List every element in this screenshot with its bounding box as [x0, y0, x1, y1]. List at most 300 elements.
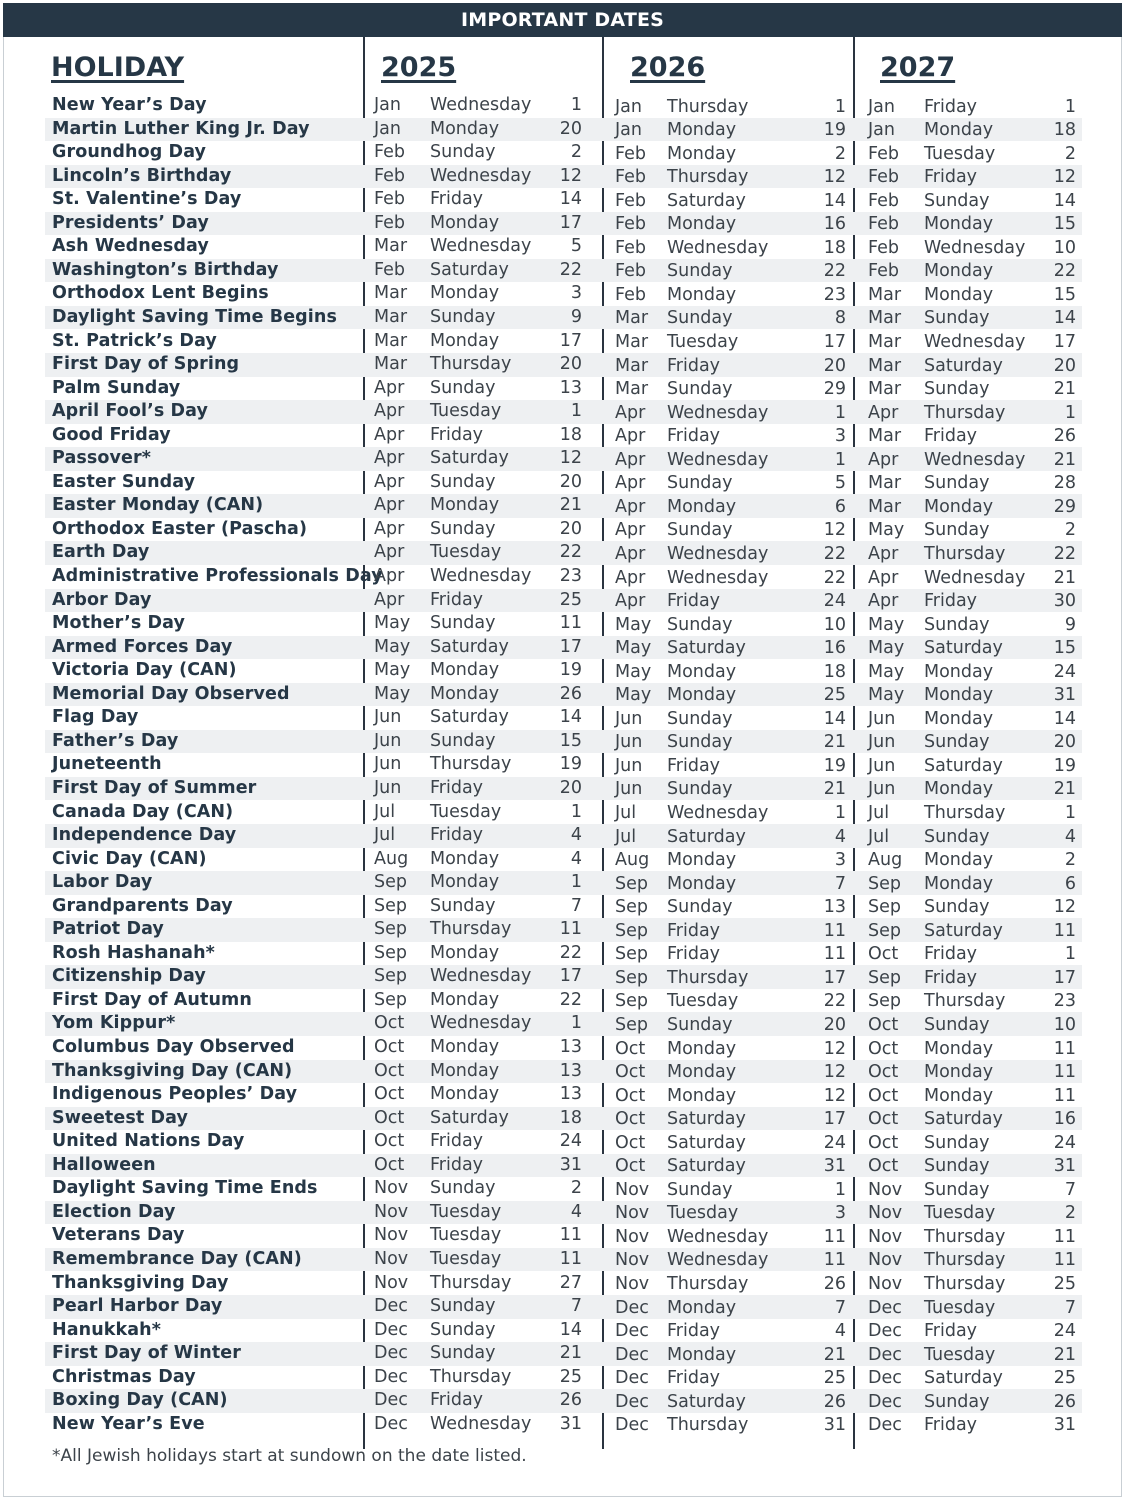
weekday-2027: Monday: [924, 779, 994, 800]
day-number-2025: 20: [559, 118, 582, 139]
day-number-2026: 16: [823, 214, 846, 235]
weekday-2026: Wednesday: [667, 803, 769, 823]
month-2027: Apr: [868, 591, 899, 612]
month-2025: Jan: [374, 118, 401, 139]
weekday-2027: Monday: [924, 261, 994, 282]
month-2025: Mar: [374, 330, 408, 351]
month-2025: Oct: [374, 1084, 405, 1105]
month-2026: Nov: [615, 1226, 650, 1247]
day-number-2025: 17: [559, 212, 582, 233]
month-2026: Feb: [615, 237, 646, 258]
weekday-2025: Monday: [430, 118, 500, 139]
weekday-2025: Friday: [430, 1390, 484, 1411]
month-2026: Oct: [615, 1109, 646, 1130]
day-number-2025: 22: [559, 259, 582, 280]
holiday-name: St. Patrick’s Day: [52, 330, 217, 351]
holiday-name: April Fool’s Day: [52, 401, 209, 422]
day-number-2025: 1: [570, 872, 582, 893]
month-2027: Mar: [868, 308, 902, 329]
day-number-2025: 20: [559, 518, 582, 539]
day-number-2025: 9: [570, 306, 582, 327]
weekday-2025: Thursday: [430, 754, 512, 775]
day-number-2027: 1: [1064, 402, 1076, 423]
month-2026: Nov: [615, 1250, 650, 1271]
day-number-2025: 19: [559, 660, 582, 681]
weekday-2026: Friday: [667, 1368, 721, 1389]
weekday-2027: Sunday: [924, 1156, 990, 1177]
footnote: *All Jewish holidays start at sundown on the date listed.: [52, 1446, 527, 1466]
holiday-name: Easter Sunday: [52, 471, 196, 492]
month-2027: Oct: [868, 1132, 899, 1153]
holiday-name: Yom Kippur*: [52, 1013, 176, 1034]
day-number-2027: 24: [1053, 1321, 1076, 1342]
month-2026: Sep: [615, 991, 648, 1012]
weekday-2026: Sunday: [667, 614, 733, 635]
month-2025: Sep: [374, 872, 407, 893]
day-number-2026: 25: [823, 685, 846, 706]
weekday-2026: Tuesday: [667, 1203, 739, 1224]
weekday-2027: Monday: [924, 661, 994, 682]
month-2027: Dec: [868, 1297, 902, 1318]
day-number-2025: 17: [559, 636, 582, 657]
month-2027: Jul: [868, 803, 890, 823]
month-2027: Jan: [868, 120, 895, 141]
month-2026: Apr: [615, 473, 646, 494]
month-2026: Nov: [615, 1203, 650, 1224]
holiday-name: Good Friday: [52, 424, 171, 445]
month-2027: Oct: [868, 1014, 899, 1035]
day-number-2027: 30: [1053, 591, 1076, 612]
day-number-2026: 14: [823, 708, 846, 729]
year-2027-header: 2027: [880, 52, 956, 83]
day-number-2026: 2: [834, 143, 846, 164]
day-number-2026: 22: [823, 567, 846, 588]
weekday-2026: Thursday: [667, 1415, 749, 1436]
weekday-2025: Friday: [430, 777, 484, 798]
weekday-2025: Friday: [430, 1154, 484, 1175]
day-number-2027: 28: [1053, 473, 1076, 494]
day-number-2025: 24: [559, 1131, 582, 1152]
weekday-2025: Wednesday: [430, 966, 532, 987]
month-2026: Oct: [615, 1085, 646, 1106]
day-number-2026: 19: [823, 120, 846, 141]
day-number-2025: 12: [559, 448, 582, 469]
weekday-2027: Monday: [924, 873, 994, 894]
day-number-2026: 18: [823, 661, 846, 682]
holiday-name: Thanksgiving Day (CAN): [52, 1060, 293, 1081]
day-number-2027: 15: [1053, 214, 1076, 235]
day-number-2026: 12: [823, 520, 846, 541]
weekday-2027: Saturday: [924, 355, 1003, 376]
day-number-2026: 3: [834, 1203, 846, 1224]
day-number-2025: 1: [570, 1013, 582, 1034]
holiday-name: Patriot Day: [52, 919, 164, 940]
day-number-2026: 21: [823, 779, 846, 800]
month-2027: Oct: [868, 1062, 899, 1083]
day-number-2026: 20: [823, 355, 846, 376]
holiday-name: Easter Monday (CAN): [52, 495, 264, 516]
month-2026: Feb: [615, 190, 646, 211]
month-2027: Oct: [868, 944, 899, 965]
weekday-2027: Friday: [924, 167, 978, 188]
month-2026: Sep: [615, 920, 648, 941]
day-number-2026: 11: [823, 1226, 846, 1247]
weekday-2026: Sunday: [667, 732, 733, 753]
holiday-name: Citizenship Day: [52, 966, 206, 987]
weekday-2026: Sunday: [667, 520, 733, 541]
weekday-2025: Wednesday: [430, 236, 532, 257]
day-number-2026: 7: [834, 873, 846, 894]
weekday-2027: Monday: [924, 1085, 994, 1106]
day-number-2027: 25: [1053, 1368, 1076, 1389]
weekday-2027: Sunday: [924, 732, 990, 753]
day-number-2025: 20: [559, 777, 582, 798]
month-2026: Nov: [615, 1179, 650, 1200]
day-number-2027: 15: [1053, 284, 1076, 305]
month-2026: May: [615, 638, 652, 659]
day-number-2026: 23: [823, 284, 846, 305]
day-number-2027: 11: [1053, 1085, 1076, 1106]
month-2027: Dec: [868, 1391, 902, 1412]
weekday-2026: Friday: [667, 920, 721, 941]
day-number-2025: 25: [559, 1366, 582, 1387]
day-number-2026: 13: [823, 897, 846, 918]
weekday-2026: Tuesday: [667, 332, 739, 352]
day-number-2027: 22: [1053, 261, 1076, 282]
weekday-2025: Tuesday: [430, 1248, 502, 1269]
weekday-2027: Friday: [924, 944, 978, 965]
month-2026: Dec: [615, 1368, 649, 1389]
day-number-2027: 14: [1053, 308, 1076, 329]
day-number-2025: 14: [559, 707, 582, 728]
month-2025: Mar: [374, 354, 408, 375]
day-number-2026: 17: [823, 1109, 846, 1130]
month-2027: Mar: [868, 426, 902, 447]
month-2025: Mar: [374, 306, 408, 327]
month-2027: Aug: [868, 850, 903, 871]
holiday-name: Christmas Day: [52, 1366, 196, 1387]
weekday-2026: Monday: [667, 143, 737, 164]
day-number-2027: 23: [1053, 991, 1076, 1012]
weekday-2025: Tuesday: [430, 1225, 502, 1246]
day-number-2027: 19: [1053, 755, 1076, 776]
month-2027: Mar: [868, 355, 902, 376]
day-number-2026: 16: [823, 638, 846, 659]
day-number-2027: 2: [1064, 520, 1076, 541]
holiday-name: Passover*: [52, 448, 151, 469]
weekday-2027: Sunday: [924, 897, 990, 918]
holiday-name: Indigenous Peoples’ Day: [52, 1084, 298, 1105]
month-2027: Jun: [868, 755, 896, 776]
month-2027: Dec: [868, 1415, 902, 1436]
day-number-2027: 21: [1053, 779, 1076, 800]
holiday-name: First Day of Spring: [52, 354, 240, 375]
day-number-2027: 10: [1053, 237, 1076, 258]
day-number-2026: 3: [834, 426, 846, 447]
day-number-2025: 13: [559, 1060, 582, 1081]
day-number-2026: 18: [823, 237, 846, 258]
month-2027: Feb: [868, 237, 899, 258]
day-number-2027: 31: [1053, 1156, 1076, 1177]
weekday-2025: Saturday: [430, 259, 509, 280]
weekday-2026: Monday: [667, 1038, 737, 1059]
weekday-2025: Tuesday: [430, 1201, 502, 1222]
day-number-2026: 1: [834, 803, 846, 823]
weekday-2026: Friday: [667, 355, 721, 376]
day-number-2025: 2: [570, 1178, 582, 1199]
weekday-2027: Sunday: [924, 473, 990, 494]
day-number-2027: 1: [1064, 803, 1076, 823]
holiday-name: New Year’s Day: [52, 95, 207, 115]
weekday-2026: Thursday: [667, 1274, 749, 1294]
month-2027: Jan: [868, 96, 895, 117]
month-2027: Apr: [868, 449, 899, 470]
month-2026: Jul: [615, 826, 637, 847]
month-2025: Jan: [374, 95, 401, 115]
month-2026: May: [615, 661, 652, 682]
weekday-2026: Monday: [667, 661, 737, 682]
month-2027: Nov: [868, 1250, 903, 1271]
day-number-2027: 26: [1053, 426, 1076, 447]
month-2025: Feb: [374, 189, 405, 210]
month-2025: Dec: [374, 1319, 408, 1340]
month-2026: Aug: [615, 850, 650, 871]
day-number-2027: 21: [1053, 1344, 1076, 1365]
month-2027: Sep: [868, 873, 901, 894]
day-number-2025: 13: [559, 377, 582, 398]
day-number-2027: 20: [1053, 732, 1076, 753]
weekday-2026: Wednesday: [667, 543, 769, 564]
month-2026: Sep: [615, 1014, 648, 1035]
day-number-2025: 4: [570, 848, 582, 869]
holiday-name: Flag Day: [52, 707, 139, 728]
weekday-2026: Thursday: [667, 167, 749, 188]
day-number-2026: 24: [823, 591, 846, 612]
weekday-2025: Saturday: [430, 1107, 509, 1128]
weekday-2025: Thursday: [430, 1366, 512, 1387]
month-2025: Jun: [374, 730, 402, 751]
month-2027: Sep: [868, 991, 901, 1012]
month-2027: May: [868, 638, 905, 659]
month-2025: Mar: [374, 283, 408, 304]
month-2027: Dec: [868, 1368, 902, 1389]
day-number-2026: 26: [823, 1274, 846, 1294]
weekday-2026: Saturday: [667, 1156, 746, 1177]
month-2027: Sep: [868, 920, 901, 941]
weekday-2025: Monday: [430, 1060, 500, 1081]
weekday-2027: Sunday: [924, 520, 990, 541]
day-number-2026: 12: [823, 167, 846, 188]
month-2026: Apr: [615, 567, 646, 588]
month-2026: Mar: [615, 308, 649, 329]
day-number-2025: 18: [559, 1107, 582, 1128]
day-number-2026: 3: [834, 850, 846, 871]
weekday-2027: Tuesday: [924, 143, 996, 164]
month-2026: Feb: [615, 167, 646, 188]
month-2027: Mar: [868, 379, 902, 400]
day-number-2025: 18: [559, 424, 582, 445]
month-2026: Jan: [615, 120, 642, 141]
month-2026: Oct: [615, 1062, 646, 1083]
month-2026: Apr: [615, 591, 646, 612]
holiday-name: Administrative Professionals Day: [52, 566, 383, 586]
holiday-name: Earth Day: [52, 542, 150, 563]
holiday-name: Halloween: [52, 1154, 156, 1175]
weekday-2027: Sunday: [924, 826, 990, 847]
holiday-name: First Day of Winter: [52, 1343, 242, 1364]
month-2027: Jun: [868, 779, 896, 800]
day-number-2027: 20: [1053, 355, 1076, 376]
day-number-2025: 20: [559, 471, 582, 492]
weekday-2025: Thursday: [430, 1272, 512, 1293]
month-2025: Nov: [374, 1178, 409, 1199]
month-2025: Oct: [374, 1013, 405, 1034]
day-number-2027: 2: [1064, 1203, 1076, 1224]
weekday-2026: Wednesday: [667, 1250, 769, 1271]
day-number-2025: 21: [559, 1343, 582, 1364]
day-number-2025: 21: [559, 495, 582, 516]
month-2027: Oct: [868, 1156, 899, 1177]
month-2025: Jun: [374, 777, 402, 798]
holiday-name: St. Valentine’s Day: [52, 189, 242, 210]
day-number-2025: 25: [559, 589, 582, 610]
weekday-2027: Saturday: [924, 920, 1003, 941]
day-number-2027: 7: [1064, 1297, 1076, 1318]
day-number-2025: 31: [559, 1413, 582, 1434]
day-number-2027: 12: [1053, 167, 1076, 188]
month-2026: Dec: [615, 1415, 649, 1436]
month-2027: Nov: [868, 1179, 903, 1200]
day-number-2027: 6: [1064, 873, 1076, 894]
weekday-2027: Thursday: [924, 402, 1006, 423]
weekday-2025: Friday: [430, 189, 484, 210]
day-number-2027: 14: [1053, 708, 1076, 729]
month-2025: Apr: [374, 448, 405, 469]
month-2027: Jun: [868, 708, 896, 729]
weekday-2026: Sunday: [667, 1179, 733, 1200]
day-number-2026: 1: [834, 402, 846, 423]
holiday-name: Canada Day (CAN): [52, 801, 234, 822]
weekday-2025: Monday: [430, 872, 500, 893]
weekday-2027: Tuesday: [924, 1203, 996, 1224]
weekday-2027: Monday: [924, 284, 994, 305]
weekday-2026: Wednesday: [667, 402, 769, 423]
day-number-2027: 31: [1053, 685, 1076, 706]
weekday-2027: Saturday: [924, 1368, 1003, 1389]
day-number-2026: 10: [823, 614, 846, 635]
day-number-2025: 17: [559, 330, 582, 351]
weekday-2027: Saturday: [924, 755, 1003, 776]
holiday-name: Civic Day (CAN): [52, 848, 207, 869]
day-number-2026: 11: [823, 920, 846, 941]
weekday-2026: Sunday: [667, 473, 733, 494]
holiday-name: Election Day: [52, 1201, 176, 1222]
month-2027: Feb: [868, 190, 899, 211]
month-2025: Apr: [374, 401, 405, 422]
weekday-2027: Monday: [924, 214, 994, 235]
weekday-2025: Thursday: [430, 919, 512, 940]
month-2025: Apr: [374, 589, 405, 610]
day-number-2025: 11: [559, 919, 582, 940]
weekday-2025: Sunday: [430, 142, 496, 163]
weekday-2027: Sunday: [924, 308, 990, 329]
day-number-2027: 29: [1053, 496, 1076, 517]
day-number-2027: 2: [1064, 850, 1076, 871]
holiday-name: Father’s Day: [52, 730, 179, 751]
holiday-name: United Nations Day: [52, 1131, 245, 1152]
month-2027: May: [868, 614, 905, 635]
weekday-2027: Thursday: [924, 803, 1006, 823]
weekday-2027: Sunday: [924, 379, 990, 400]
holiday-name: Memorial Day Observed: [52, 683, 290, 704]
weekday-2025: Friday: [430, 1131, 484, 1152]
weekday-2027: Monday: [924, 120, 994, 141]
holiday-name: First Day of Autumn: [52, 989, 252, 1010]
weekday-2026: Saturday: [667, 826, 746, 847]
weekday-2027: Friday: [924, 591, 978, 612]
month-2025: Sep: [374, 895, 407, 916]
month-2025: Oct: [374, 1131, 405, 1152]
weekday-2027: Monday: [924, 1062, 994, 1083]
month-2026: Mar: [615, 332, 649, 352]
month-2026: Oct: [615, 1156, 646, 1177]
month-2027: Jul: [868, 826, 890, 847]
month-2025: Apr: [374, 566, 405, 586]
month-2026: Sep: [615, 897, 648, 918]
day-number-2025: 26: [559, 1390, 582, 1411]
month-2027: Nov: [868, 1203, 903, 1224]
weekday-2026: Friday: [667, 426, 721, 447]
holiday-name: Martin Luther King Jr. Day: [52, 118, 310, 139]
holiday-name: Columbus Day Observed: [52, 1037, 295, 1057]
day-number-2025: 3: [570, 283, 582, 304]
month-2027: Nov: [868, 1274, 903, 1294]
day-number-2027: 11: [1053, 1062, 1076, 1083]
weekday-2025: Monday: [430, 660, 500, 681]
day-number-2027: 15: [1053, 638, 1076, 659]
day-number-2025: 26: [559, 683, 582, 704]
month-2025: May: [374, 660, 411, 681]
day-number-2026: 1: [834, 449, 846, 470]
month-2025: Jul: [374, 801, 396, 822]
weekday-2027: Wednesday: [924, 237, 1026, 258]
month-2025: Sep: [374, 989, 407, 1010]
weekday-2025: Wednesday: [430, 95, 532, 115]
day-number-2026: 17: [823, 967, 846, 988]
month-2027: Nov: [868, 1226, 903, 1247]
weekday-2025: Sunday: [430, 1296, 496, 1317]
weekday-2025: Sunday: [430, 306, 496, 327]
weekday-2025: Monday: [430, 989, 500, 1010]
month-2025: Sep: [374, 942, 407, 963]
month-2025: Apr: [374, 542, 405, 563]
weekday-2027: Monday: [924, 708, 994, 729]
day-number-2027: 25: [1053, 1274, 1076, 1294]
day-number-2026: 22: [823, 261, 846, 282]
weekday-2025: Monday: [430, 848, 500, 869]
month-2025: Jun: [374, 754, 402, 775]
month-2025: May: [374, 636, 411, 657]
holiday-name: Presidents’ Day: [52, 212, 209, 233]
day-number-2026: 11: [823, 1250, 846, 1271]
weekday-2026: Friday: [667, 591, 721, 612]
month-2026: May: [615, 685, 652, 706]
weekday-2025: Monday: [430, 1084, 500, 1105]
month-2026: Jun: [615, 755, 643, 776]
holiday-name: Washington’s Birthday: [52, 259, 279, 280]
month-2026: Feb: [615, 261, 646, 282]
weekday-2027: Wednesday: [924, 449, 1026, 470]
